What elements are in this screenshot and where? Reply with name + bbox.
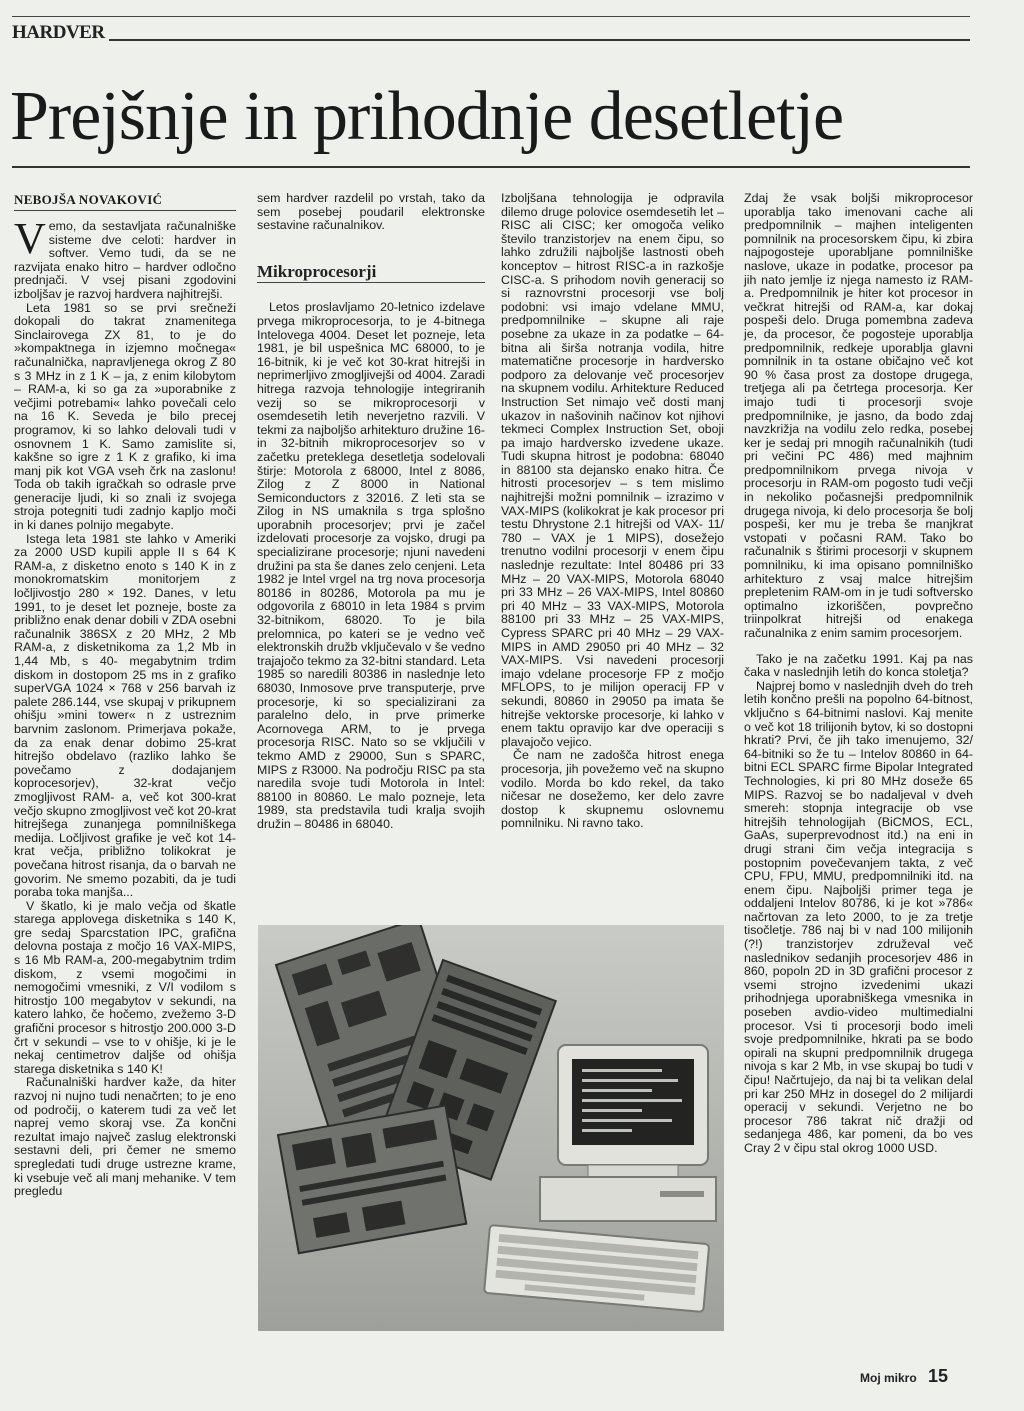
hardware-photo-illustration <box>258 925 724 1331</box>
hardware-photo <box>258 925 724 1331</box>
paragraph: Leta 1981 so se prvi srečneži dokopali do takrat znamenitega Sinclairovega ZX 81, to je do »kompaktnega in izjemno močnega« računalnička, napravljenega okrog Z 80 s 3 MHz in z 1 K – ja, z enim kilobytom – RAM-a, ki so ga za »uporabnike z večjimi potrebami« lahko povečali celo na 16 K. Seveda je bilo precej programov, ki so lahko delovali tudi v osnovnem 1 K. Samo zamislite si, kakšne so igre z 1 K z grafiko, ki ima manj pik kot VGA vseh črk na zaslonu! Toda ob takih igračkah so odrasle prve generacije ljudi, ki so znali iz svojega stroja potegniti tudi zadnjo kapljo moči in ki danes polnijo megabyte. <box>14 300 236 533</box>
drop-cap: V <box>14 214 46 263</box>
paragraph: sem hardver razdelil po vrstah, tako da sem posebej poudaril elektronske sestavine računalnikov. <box>257 191 485 233</box>
column-1 <box>14 214 236 1199</box>
paragraph: Istega leta 1981 ste lahko v Ameriki za 2000 USD kupili apple II s 64 K RAM-a, z disketno enoto s 140 K in z monokromatskim monitorjem z ločljivostjo 280 × 192. Danes, v letu 1991, to je deset let pozneje, boste za približno enak denar dobili v ZDA osebni računalnik 386SX z 20 MHz, 2 Mb RAM-a, z disketnikoma za 1,2 Mb in 1,44 Mb, s 40- megabytnim trdim diskom in dostopom 25 ms in z grafiko superVGA 1024 × 768 v 256 barvah iz palete 286.144, vse skupaj v prikupnem ohišju »mini tower« n z ustreznim barvnim zaslonom. Primerjava pokaže, da za enak denar dobimo 25-krat hitrejšo obdelavo (razliko lahko še povečamo z dodajanjem koprocesorjev), 32-krat večjo zmogljivost RAM- a, več kot 300-krat večjo skupno zmogljivost več kot 20-krat hitrejšega zunanjega pomnilniškega medija. Ločljivost grafike je več kot 14-krat večja, približno tolikokrat je povečana hitrost risanja, da o barvah ne govorim. Ne smemo pozabiti, da je tudi poraba toka manjša... <box>14 531 236 900</box>
page-number: 15 <box>928 1366 949 1386</box>
title-rule <box>12 166 970 168</box>
top-rule <box>12 16 970 17</box>
column-2 <box>257 192 485 832</box>
monitor <box>558 1045 708 1179</box>
paragraph: Najprej bomo v naslednjih dveh do treh letih končno prešli na popolno 64-bitnost, vključno s 64-bitnimi naslovi. Kaj menite o več kot 18 trilijonih bytov, ki so dostopni hkrati? Prvi, če jih tako imenujemo, 32/ 64-bitniki so že tu – Intelov 80860 in 64-bitni ECL SPARC firme Bipolar Integrated Technologies, ki pri 80 MHz doseže 65 MIPS. Razvoj se bo nadaljeval v dveh smereh: stopnja integracije ob vse hitrejših tehnologijah (BiCMOS, ECL, GaAs, superprevodnost itd.) na eni in drugi strani čim večja integracija s postopnim povečevanjem takta, z več CPU, FPU, MMU, predpomnilniki itd. na enem čipu. Najboljši primer tega je oddaljeni Intelov 80786, ki je kot »786« načrtovan za leto 2000, to je za tretje tisočletje. 786 naj bi v nad 100 milijonih (?!) tranzistorjev združeval več naslednikov sedanjih procesorjev 486 in 860, popoln 2D in 3D grafični procesor z vsemi strojno izvedenimi ukazi prihodnjega uporabniškega vmesnika in poseben avdio-video multimedialni procesor. Vsi ti procesorji bodo imeli svoje predpomnilnike, hkrati pa se bodo opirali na skupni predpomnilnik drugega nivoja s kar 2 Mb, in vse skupaj bo tudi v čipu! Načrtujejo, da naj bi ta velikan delal pri kar 250 MHz in dosegel do 2 milijardi operacij v sekundi. Verjetno ne bo procesor 786 takrat nič dražji od sedanjega 486, kar pomeni, da bo ves Cray 2 v čipu stal okrog 1000 USD. <box>744 678 973 1155</box>
paragraph: Računalniški hardver kaže, da hiter razvoj ni nujno tudi nenačrten; to je eno od področij, o katerem tudi za več let naprej vemo skoraj vse. Za končni rezultat imajo največ zaslug elektronski sestavni deli, pri čemer ne smemo spregledati tudi druge ustrezne krame, ki vsebuje več ali manj mehanike. V tem pregledu <box>14 1075 236 1199</box>
system-unit <box>540 1177 716 1221</box>
byline-rule <box>14 210 236 211</box>
section-header <box>12 22 970 46</box>
column-4 <box>744 192 973 1156</box>
paragraph: Tako je na začetku 1991. Kaj pa nas čaka v naslednjih letih do konca stoletja? <box>744 651 973 680</box>
magazine-name: Moj mikro <box>860 1371 917 1385</box>
paragraph: Izboljšana tehnologija je odpravila dilemo druge polovice osemdesetih let – RISC ali CISC; ker omogoča veliko število tranzistorjev na enem čipu, so lahko združili najboljše lastnosti obeh konceptov – hitrost RISC-a in razkošje CISC-a. S prihodom novih generacij so si raznovrstni procesorji vse bolj podobni: vsi imajo vdelane MMU, predpomnilnike – skupne ali raje posebne za ukaze in za podatke – 64- bitna ali širša notranja vodila, hitre matematične procesorje in hardversko podporo za delovanje več procesorjev na skupnem vodilu. Arhitekture Reduced Instruction Set nimajo več dosti manj ukazov in našovinih načinov kot njihovi tekmeci Complex Instruction Set, oboji pa imajo hardversko izvedene ukaze. Tudi skupna hitrost je podobna: 68040 in 88100 sta dejansko enako hitra. Če hitrosti procesorjev – s tem mislimo najhitrejši možni pomnilnik – izrazimo v VAX-MIPS (kolikokrat je kak procesor pri testu Dhrystone 2.1 hitrejši od VAX- 11/ 780 – VAX je 1 MIPS), dosežejo trenutno vodilni procesorji v enem čipu naslednje rezultate: Intel 80486 pri 33 MHz – 20 VAX-MIPS, Motorola 68040 pri 33 MHz – 26 VAX-MIPS, Intel 80860 pri 40 MHz – 33 VAX-MIPS, Motorola 88100 pri 33 MHz – 25 VAX-MIPS, Cypress SPARC pri 40 MHz – 29 VAX-MIPS in AMD 29050 pri 40 MHz – 32 VAX-MIPS. Vsi navedeni procesorji imajo vdelane procesorje FP z močjo MFLOPS, to je milijon operacij FP v sekundi, 80860 in 29050 pa imata še hitrejše vektorske procesorje, ki lahko v enem taktu opravijo kar dve operaciji s plavajočo vejico. <box>501 191 724 749</box>
section-rule <box>12 39 970 41</box>
subheading: Mikroprocesorji <box>257 259 485 284</box>
lead-paragraph: Vemo, da sestavljata računalniške sisteme dve celoti: hardver in softver. Vemo tudi, da se ne razvijata enako hitro – hardver odločno prednjači. V vsej pisani zgodovini izboljšav je razvoj hardvera najhitrejši. <box>14 214 236 301</box>
page-footer <box>860 1366 980 1386</box>
section-label: HARDVER <box>12 22 109 44</box>
paragraph: Zdaj že vsak boljši mikroprocesor uporablja tako imenovani cache ali predpomnilnik – majhen inteligenten pomnilnik na procesorskem čipu, ki zbira najpogosteje uporabljane pomnilniške naslove, ukaze in podatke, procesor pa jih nato jemlje iz njega namesto iz RAM-a. Predpomnilnik je hiter kot procesor in večkrat hitrejši od RAM-a, kar dokaj pospeši delo. Druga pomembna zadeva je, da procesor, če pogosteje uporablja predpomnilnik, redkeje uporablja glavni pomnilnik in ta ostane običajno več kot 90 % časa prost za dostope drugega, tretjega ali pa četrtega procesorja. Ker imajo tudi ti procesorji svoje predpomnilnike, je jasno, da bodo zdaj navzkrižja na vodilu zelo redka, posebej ker je sedaj pri mnogih računalnikih (tudi pri večini PC 486) med majhnim predpomnilnikom prvega nivoja v procesorju in RAM-om pogosto tudi večji in nekoliko počasnejši predpomnilnik drugega nivoja, ki delo procesorja še bolj pospeši, ker mu je treba še manjkrat vstopati v počasni RAM. Tako bo računalnik s štirimi procesorji v skupnem pomnilniku, ki ima opisano pomnilniško arhitekturo z vsaj malce hitrejšim prepletenim RAM-om in je tudi softversko optimalno izkoriščen, povprečno triinpolkrat hitrejši od enakega računalnika z enim samim procesorjem. <box>744 191 973 640</box>
paragraph: Če nam ne zadošča hitrost enega procesorja, jih povežemo več na skupno vodilo. Morda bo kdo rekel, da tako ničesar ne dosežemo, ker delo zavre dostop k skupnemu oslovnemu pomnilniku. Ni ravno tako. <box>501 748 724 831</box>
paragraph: Letos proslavljamo 20-letnico izdelave prvega mikroprocesorja, to je 4-bitnega Intelovega 4004. Deset let pozneje, leta 1981, je bil uspešnica MC 68000, to je 16-bitnik, ki je več kot 30-krat hitrejši in neprimerljivo zmogljivejši od 4004. Zaradi hitrega razvoja tehnologije integriranih vezij so se mikroprocesorji v osemdesetih letih neverjetno razvili. V tekmi za najboljšo arhitekturo družine 16- in 32-bitnih mikroprocesorjev so v začetku preteklega desetletja sodelovali štirje: Motorola z 68000, Intel z 8086, Zilog z Z 8000 in National Semiconductors z 32016. Z leti sta se Zilog in NS umaknila s trga splošno uporabnih procesorjev; prvi je začel izdelovati procesorje za vojsko, drugi pa specializirane procesorje; njuni navedeni družini pa sta še danes zelo cenjeni. Leta 1982 je Intel vrgel na trg nova procesorja 80186 in 80286, Motorola pa mu je odgovorila z 68010 in leta 1984 s prvim 32-bitnikom, 68020. To je bila prelomnica, po kateri se je vedno več elektronskih družb vključevalo v še vedno trajajočo tekmo za 32-bitni standard. Leta 1985 so naredili 80386 in naslednje leto 68030, Inmosove prve transputerje, prve procesorje, ki so specializirani za paralelno delo, in prve primerke Acornovega ARM, to je prvega procesorja RISC. Nato so se vključili v tekmo AMD z 29000, Sun s SPARC, MIPS z R3000. Na področju RISC pa sta naredila svoje tudi Motorola in Intel: 88100 in 80860. Le malo pozneje, leta 1989, sta predstavila tudi kralja svojih družin – 80486 in 68040. <box>257 300 485 831</box>
author-byline: NEBOJŠA NOVAKOVIĆ <box>14 192 163 207</box>
column-3 <box>501 192 724 831</box>
article-title: Prejšnje in prihodnje desetletje <box>10 78 844 155</box>
paragraph: V škatlo, ki je malo večja od škatle starega applovega disketnika s 140 K, gre sedaj Sparcstation IPC, grafična delovna postaja z močjo 16 VAX-MIPS, s 16 Mb RAM-a, 200-megabytnim trdim diskom, z vsemi mogočimi in nemogočimi vmesniki, z V/I vodilom s hitrostjo 100 megabytov v sekundi, na katero lahko, če hočemo, zvežemo 3-D grafični procesor s hitrostjo 200.000 3-D črt v sekundi – vse to v ohišje, ki je le nekaj centimetrov daljše od ohišja starega disketnika s 140 K! <box>14 898 236 1076</box>
